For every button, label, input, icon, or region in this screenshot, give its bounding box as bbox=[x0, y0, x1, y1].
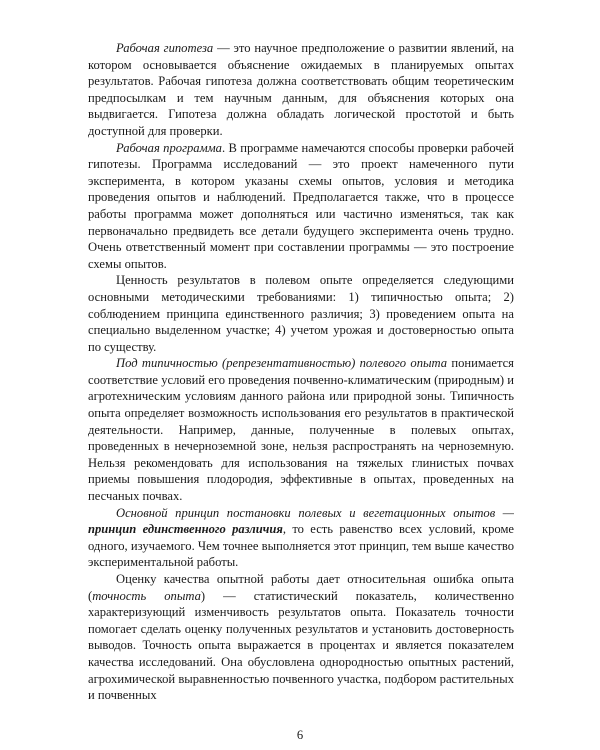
term-typicality: Под типичностью (репрезентативностью) полевого опыта bbox=[116, 356, 448, 371]
paragraph-text: , то есть равенство всех условий, кроме одного, изучаемого. Чем точнее выполняется этот принцип, тем выше качество экспериментальной работы. bbox=[88, 522, 515, 570]
paragraph-text: . В программе намечаются способы проверки рабочей гипотезы. Программа исследований — это проект намеченного пути эксперимента, в котором указаны схемы опытов, условия и методика проведения опытов и наблюдений. Предполагается также, что в процессе работы программа может дополняться или частично изменяться, так как первоначально предвидеть все детали будущего эксперимента очень трудно. Очень ответственный момент при составлении программы — это построение схемы опытов. bbox=[88, 140, 514, 271]
body-text bbox=[88, 40, 514, 704]
paragraph-value-of-results bbox=[88, 272, 514, 355]
term-working-program: Рабочая программа bbox=[116, 140, 222, 155]
paragraph-working-hypothesis bbox=[88, 40, 514, 140]
paragraph-experiment-accuracy bbox=[88, 571, 514, 704]
paragraph-text: — это научное предположение о развитии явлений, на котором основывается объяснение ожидаемых в планируемых опытах результатов. Рабочая гипотеза должна соответствовать общим теоретическим предпосылкам и тем научным данным, для объяснения которых она выдвигается. Гипотеза должна обладать логической простотой и быть доступной для проверки. bbox=[88, 41, 514, 138]
term-single-difference: принцип единственного различия bbox=[88, 522, 283, 537]
term-main-principle: Основной принцип постановки полевых и вегетационных опытов — bbox=[116, 505, 514, 520]
paragraph-typicality bbox=[88, 355, 514, 504]
page-number: 6 bbox=[296, 728, 304, 742]
term-experiment-accuracy: точность опыта bbox=[92, 588, 201, 603]
term-working-hypothesis: Рабочая гипотеза bbox=[116, 41, 214, 55]
paragraph-text: ) — статистический показатель, количественно характеризующий изменчивость результатов опыта. Показатель точности помогает сделать оценку полученных результатов и установить достоверность выводов. Точность опыта выражается в процентах и является показателем качества исследований. Она обусловлена однородностью опытных растений, агрохимической выравненностью почвенного участка, подбором растительных и почвенных bbox=[88, 588, 514, 703]
paragraph-main-principle bbox=[88, 505, 514, 571]
document-page bbox=[88, 40, 514, 728]
paragraph-text: понимается соответствие условий его проведения почвенно-климатическим (природным) и агротехническим условиям данного района или природной зоны. Типичность опыта определяет возможность использования его результатов в практической деятельности. Например, данные, полученные в полевых опытах, проведенных в нечерноземной зоне, нельзя распространять на черноземную. Нельзя рекомендовать для использования на тяжелых глинистых почвах приемы повышения плодородия, эффективные в опытах, проведенных на песчаных почвах. bbox=[88, 356, 514, 504]
paragraph-text: Ценность результатов в полевом опыте определяется следующими основными методическими требованиями: 1) типичностью опыта; 2) соблюдением принципа единственного различия; 3) проведением опыта на специально выделенном участке; 4) учетом урожая и достоверностью опыта по существу. bbox=[88, 273, 514, 354]
paragraph-text-before: Оценку качества опытной работы дает относительная ошибка опыта ( bbox=[88, 572, 514, 603]
paragraph-working-program bbox=[88, 140, 514, 273]
